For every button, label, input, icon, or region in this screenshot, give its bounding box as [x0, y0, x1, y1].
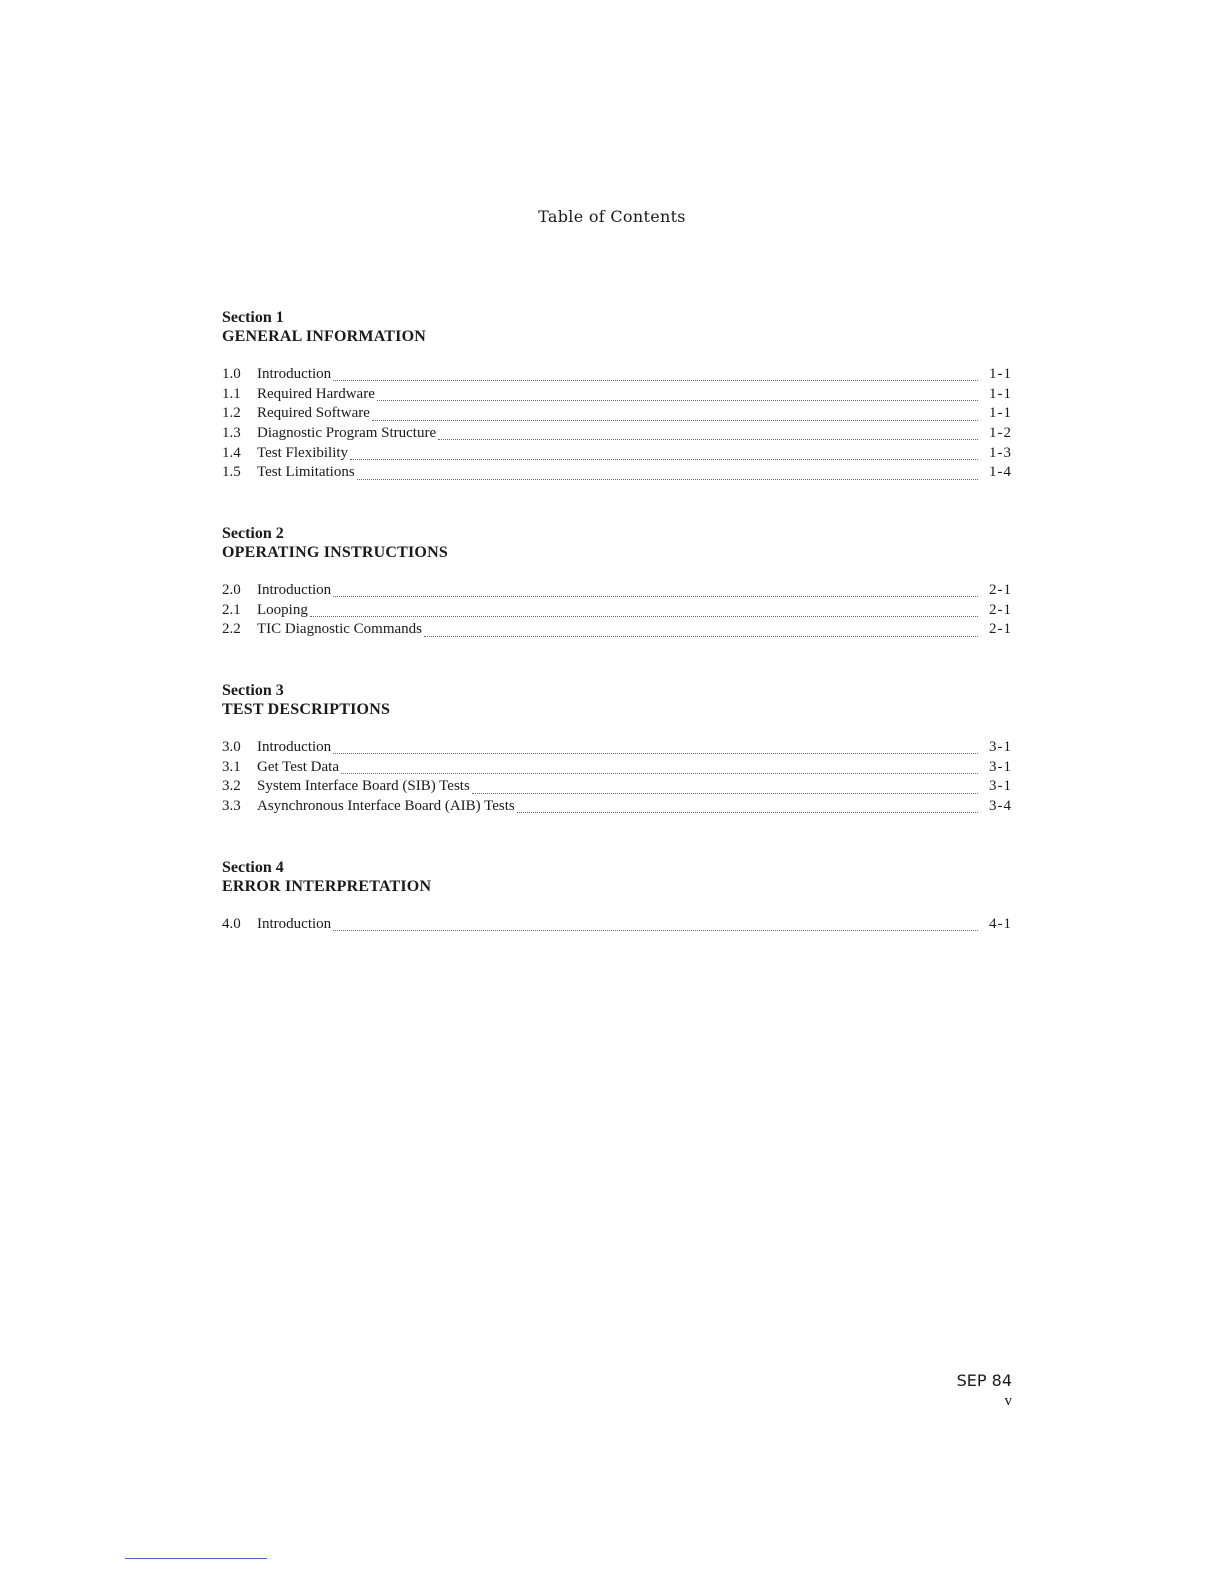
entry-number: 3.1	[222, 758, 241, 775]
toc-entry[interactable]	[222, 602, 1012, 622]
entry-page: 2-1	[989, 621, 1012, 638]
entry-title: Introduction	[257, 739, 332, 755]
toc-entry-list	[222, 366, 1012, 484]
toc-entry-list	[222, 739, 1012, 818]
footer-page-number: v	[1004, 1393, 1012, 1409]
entry-title: Required Hardware	[257, 385, 375, 402]
dot-leader	[333, 380, 978, 381]
section-1	[222, 308, 1012, 484]
toc-entry[interactable]	[222, 759, 1012, 779]
entry-number: 2.0	[222, 582, 241, 598]
dot-leader	[350, 459, 978, 460]
footer-date: SEP 84	[956, 1371, 1012, 1390]
dot-leader	[472, 793, 978, 794]
toc-entry-list	[222, 916, 1012, 936]
dot-leader	[424, 636, 978, 637]
dot-leader	[357, 479, 978, 480]
entry-title: Required Software	[257, 405, 370, 422]
dot-leader	[333, 753, 978, 754]
section-label: Section 3	[222, 682, 284, 699]
dot-leader	[377, 400, 978, 401]
entry-page: 1-1	[989, 385, 1012, 402]
section-heading: ERROR INTERPRETATION	[222, 878, 432, 895]
dot-leader	[517, 812, 978, 813]
entry-title: Get Test Data	[257, 758, 339, 775]
toc-entry[interactable]	[222, 798, 1012, 818]
dot-leader	[333, 930, 978, 931]
dot-leader	[341, 773, 978, 774]
toc-entry[interactable]	[222, 621, 1012, 641]
entry-title: TIC Diagnostic Commands	[257, 621, 422, 638]
section-label: Section 4	[222, 859, 284, 876]
toc-entry[interactable]	[222, 405, 1012, 425]
entry-page: 1-1	[989, 405, 1012, 422]
entry-number: 2.1	[222, 601, 241, 618]
section-4	[222, 858, 1012, 936]
entry-page: 1-3	[989, 444, 1012, 461]
toc-entry[interactable]	[222, 366, 1012, 386]
entry-page: 1-4	[989, 464, 1012, 481]
entry-number: 1.5	[222, 464, 241, 481]
entry-title: Diagnostic Program Structure	[257, 425, 437, 442]
toc-entry[interactable]	[222, 916, 1012, 936]
section-label: Section 1	[222, 309, 284, 326]
entry-page: 4-1	[989, 916, 1012, 932]
entry-page: 3-1	[989, 758, 1012, 775]
bottom-rule	[125, 1558, 267, 1559]
entry-title: Looping	[257, 601, 308, 618]
toc-entry[interactable]	[222, 464, 1012, 484]
entry-page: 1-2	[989, 425, 1012, 442]
entry-number: 1.1	[222, 385, 241, 402]
toc-entry[interactable]	[222, 778, 1012, 798]
entry-title: System Interface Board (SIB) Tests	[257, 778, 470, 795]
section-2	[222, 524, 1012, 641]
section-3	[222, 681, 1012, 818]
entry-page: 2-1	[989, 582, 1012, 598]
section-heading: TEST DESCRIPTIONS	[222, 701, 391, 718]
section-heading: OPERATING INSTRUCTIONS	[222, 544, 448, 561]
entry-title: Introduction	[257, 582, 332, 598]
entry-title: Introduction	[257, 916, 332, 932]
entry-page: 2-1	[989, 601, 1012, 618]
toc-entry[interactable]	[222, 386, 1012, 406]
entry-number: 3.2	[222, 778, 241, 795]
entry-title: Introduction	[257, 366, 332, 382]
entry-title: Asynchronous Interface Board (AIB) Tests	[257, 798, 515, 815]
entry-number: 1.4	[222, 444, 241, 461]
page-title: Table of Contents	[538, 207, 686, 226]
dot-leader	[310, 616, 978, 617]
entry-title: Test Flexibility	[257, 444, 349, 461]
dot-leader	[438, 439, 978, 440]
entry-number: 2.2	[222, 621, 241, 638]
entry-number: 1.0	[222, 366, 241, 382]
toc-entry[interactable]	[222, 425, 1012, 445]
entry-number: 3.3	[222, 798, 241, 815]
entry-number: 4.0	[222, 916, 241, 932]
entry-number: 3.0	[222, 739, 241, 755]
dot-leader	[333, 596, 978, 597]
toc-entry[interactable]	[222, 445, 1012, 465]
entry-number: 1.3	[222, 425, 241, 442]
entry-title: Test Limitations	[257, 464, 355, 481]
entry-page: 3-1	[989, 778, 1012, 795]
section-label: Section 2	[222, 525, 284, 542]
section-heading: GENERAL INFORMATION	[222, 328, 426, 345]
toc-entry-list	[222, 582, 1012, 641]
entry-page: 3-4	[989, 798, 1012, 815]
entry-page: 1-1	[989, 366, 1012, 382]
entry-number: 1.2	[222, 405, 241, 422]
toc-entry[interactable]	[222, 739, 1012, 759]
entry-page: 3-1	[989, 739, 1012, 755]
dot-leader	[372, 420, 978, 421]
toc-entry[interactable]	[222, 582, 1012, 602]
